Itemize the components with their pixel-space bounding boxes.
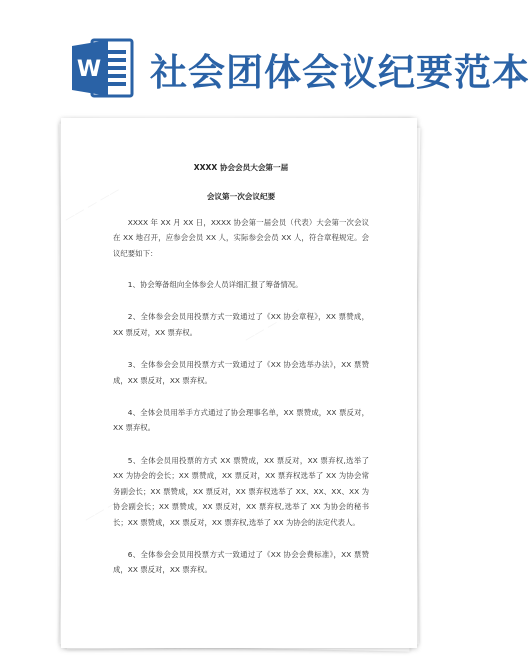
- word-icon: [72, 38, 134, 98]
- document-preview: [61, 118, 417, 648]
- paragraph: 6、全体参会会员用投票方式一致通过了《XX 协会会费标准》，XX 票赞成，XX 票反对，XX 票弃权。: [113, 549, 369, 575]
- paragraph: 5、全体会员用投票的方式 XX 票赞成，XX 票反对，XX 票弃权,选举了 XX 为协会的会长；XX 票赞成，XX 票反对，XX 票弃权选举了 XX 为协会常务副会长；XX 票赞成，XX 票反对，XX 票弃权选举了 XX、XX、XX、XX 为协会副会长；XX 票赞成，XX 票反对，XX 票弃权,选举了 XX 为协会的秘书长；XX 票赞成，XX 票反对，XX 票弃权,选举了 XX 为协会的法定代表人。: [113, 455, 369, 527]
- paragraph: 2、全体参会会员用投票方式一致通过了《XX 协会章程》，XX 票赞成，XX 票反对，XX 票弃权。: [113, 312, 369, 337]
- page-header: [0, 0, 530, 115]
- paragraph: 3、全体参会会员用投票方式一致通过了《XX 协会选举办法》，XX 票赞成，XX 票反对，XX 票弃权。: [113, 360, 369, 385]
- paragraph: 1、协会筹备组向全体参会人员详细汇报了筹备情况。: [127, 280, 303, 290]
- page-title: 社会团体会议纪要范本: [150, 51, 530, 94]
- svg-text:W: W: [76, 57, 102, 82]
- paragraph: XXXX 年 XX 月 XX 日，XXXX 协会第一届会员（代表）大会第一次会议在 XX 地召开，应参会会员 XX 人，实际参会会员 XX 人，符合章程规定。会议纪要如下：: [113, 217, 369, 258]
- document-subtitle: 会议第一次会议纪要: [206, 192, 276, 202]
- paper-sheet: —— — —— —— — —— —— — —— XXXX 协会会员大会第一届 会议第一次会议纪要 XXXX 年 XX 月 XX 日，XXXX 协会第一届会员（代表）大会第一次会议在 XX 地召开，应参会会员 XX 人，实际参会会员 XX 人，符合章程规定。会议纪要如下： 1、协会筹备组向全体参会人员详细汇报了筹备情况。 2、全体参会会员用投票方式一致通过了《XX 协会章程》，XX 票赞成，XX 票反对，XX 票弃权。 3、全体参会会员用投票方式一致通过了《XX 协会选举办法》，XX 票赞成，XX 票反对，XX 票弃权。 4、全体会员用举手方式通过了协会理事名单，XX 票赞成，XX 票反对，XX 票弃权。 5、全体会员用投票的方式 XX 票赞成，XX 票反对，XX 票弃权,选举了 XX 为协会的会长；XX 票赞成，XX 票反对，XX 票弃权选举了 XX 为协会常务副会长；XX 票赞成，XX 票反对，XX 票弃权选举了 XX、XX、XX、XX 为协会副会长；XX 票赞成，XX 票反对，XX 票弃权,选举了 XX 为协会的秘书长；XX 票赞成，XX 票反对，XX 票弃权,选举了 XX 为协会的法定代表人。 6、全体参会会员用投票方式一致通过了《XX 协会会费标准》，XX 票赞成，XX 票反对，XX 票弃权。: [61, 118, 417, 648]
- document-body: [113, 160, 369, 595]
- document-title: XXXX 协会会员大会第一届: [193, 163, 289, 172]
- paragraph: 4、全体会员用举手方式通过了协会理事名单，XX 票赞成，XX 票反对，XX 票弃权。: [113, 408, 369, 433]
